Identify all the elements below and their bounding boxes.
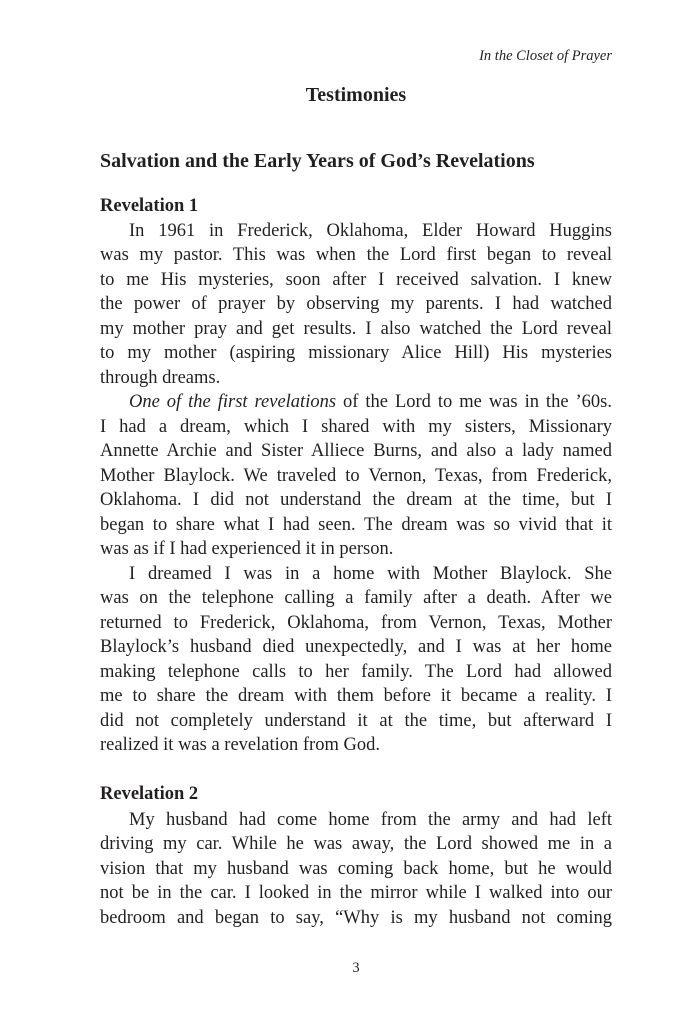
- body-line: did not completely understand it at the time, but afterward I: [100, 711, 612, 731]
- section-title: Salvation and the Early Years of God’s Revelations: [100, 150, 535, 172]
- italic-phrase: One of the first revelations: [129, 392, 337, 412]
- body-line: Annette Archie and Sister Alliece Burns, and also a lady named: [100, 441, 612, 461]
- body-line: was as if I had experienced it in person.: [100, 539, 394, 559]
- body-line: to my mother (aspiring missionary Alice Hill) His mysteries: [100, 343, 612, 363]
- body-line: began to share what I had seen. The dream was so vivid that it: [100, 515, 612, 535]
- page-title: Testimonies: [305, 84, 407, 106]
- body-line: bedroom and began to say, “Why is my husband not coming: [100, 908, 612, 928]
- body-line: Blaylock’s husband died unexpectedly, and I was at her home: [100, 637, 612, 657]
- body-line: vision that my husband was coming back home, but he would: [100, 859, 612, 879]
- body-line: [129, 390, 612, 414]
- line-rest: of the Lord to me was in the ’60s.: [336, 392, 612, 412]
- body-line: In 1961 in Frederick, Oklahoma, Elder Howard Huggins: [129, 221, 612, 241]
- body-line: was on the telephone calling a family after a death. After we: [100, 588, 612, 608]
- revelation-2-heading: Revelation 2: [100, 784, 199, 804]
- revelation-1-heading: Revelation 1: [100, 196, 199, 216]
- body-line: realized it was a revelation from God.: [100, 735, 380, 755]
- body-line: through dreams.: [100, 368, 221, 388]
- body-line: My husband had come home from the army and had left: [129, 810, 612, 830]
- body-line: to me His mysteries, soon after I received salvation. I knew: [100, 270, 612, 290]
- body-line: not be in the car. I looked in the mirror while I walked into our: [100, 883, 612, 903]
- body-line: returned to Frederick, Oklahoma, from Vernon, Texas, Mother: [100, 613, 612, 633]
- body-line: I dreamed I was in a home with Mother Blaylock. She: [129, 564, 612, 584]
- body-line: driving my car. While he was away, the Lord showed me in a: [100, 834, 612, 854]
- running-head: In the Closet of Prayer: [479, 48, 612, 64]
- body-line: was my pastor. This was when the Lord first began to reveal: [100, 245, 612, 265]
- body-line: my mother pray and get results. I also watched the Lord reveal: [100, 319, 612, 339]
- body-line: me to share the dream with them before it became a reality. I: [100, 686, 612, 706]
- body-line: Mother Blaylock. We traveled to Vernon, Texas, from Frederick,: [100, 466, 612, 486]
- page-number: 3: [352, 960, 360, 976]
- body-line: Oklahoma. I did not understand the dream at the time, but I: [100, 490, 612, 510]
- body-line: making telephone calls to her family. The Lord had allowed: [100, 662, 612, 682]
- body-line: I had a dream, which I shared with my sisters, Missionary: [100, 417, 612, 437]
- body-line: the power of prayer by observing my parents. I had watched: [100, 294, 612, 314]
